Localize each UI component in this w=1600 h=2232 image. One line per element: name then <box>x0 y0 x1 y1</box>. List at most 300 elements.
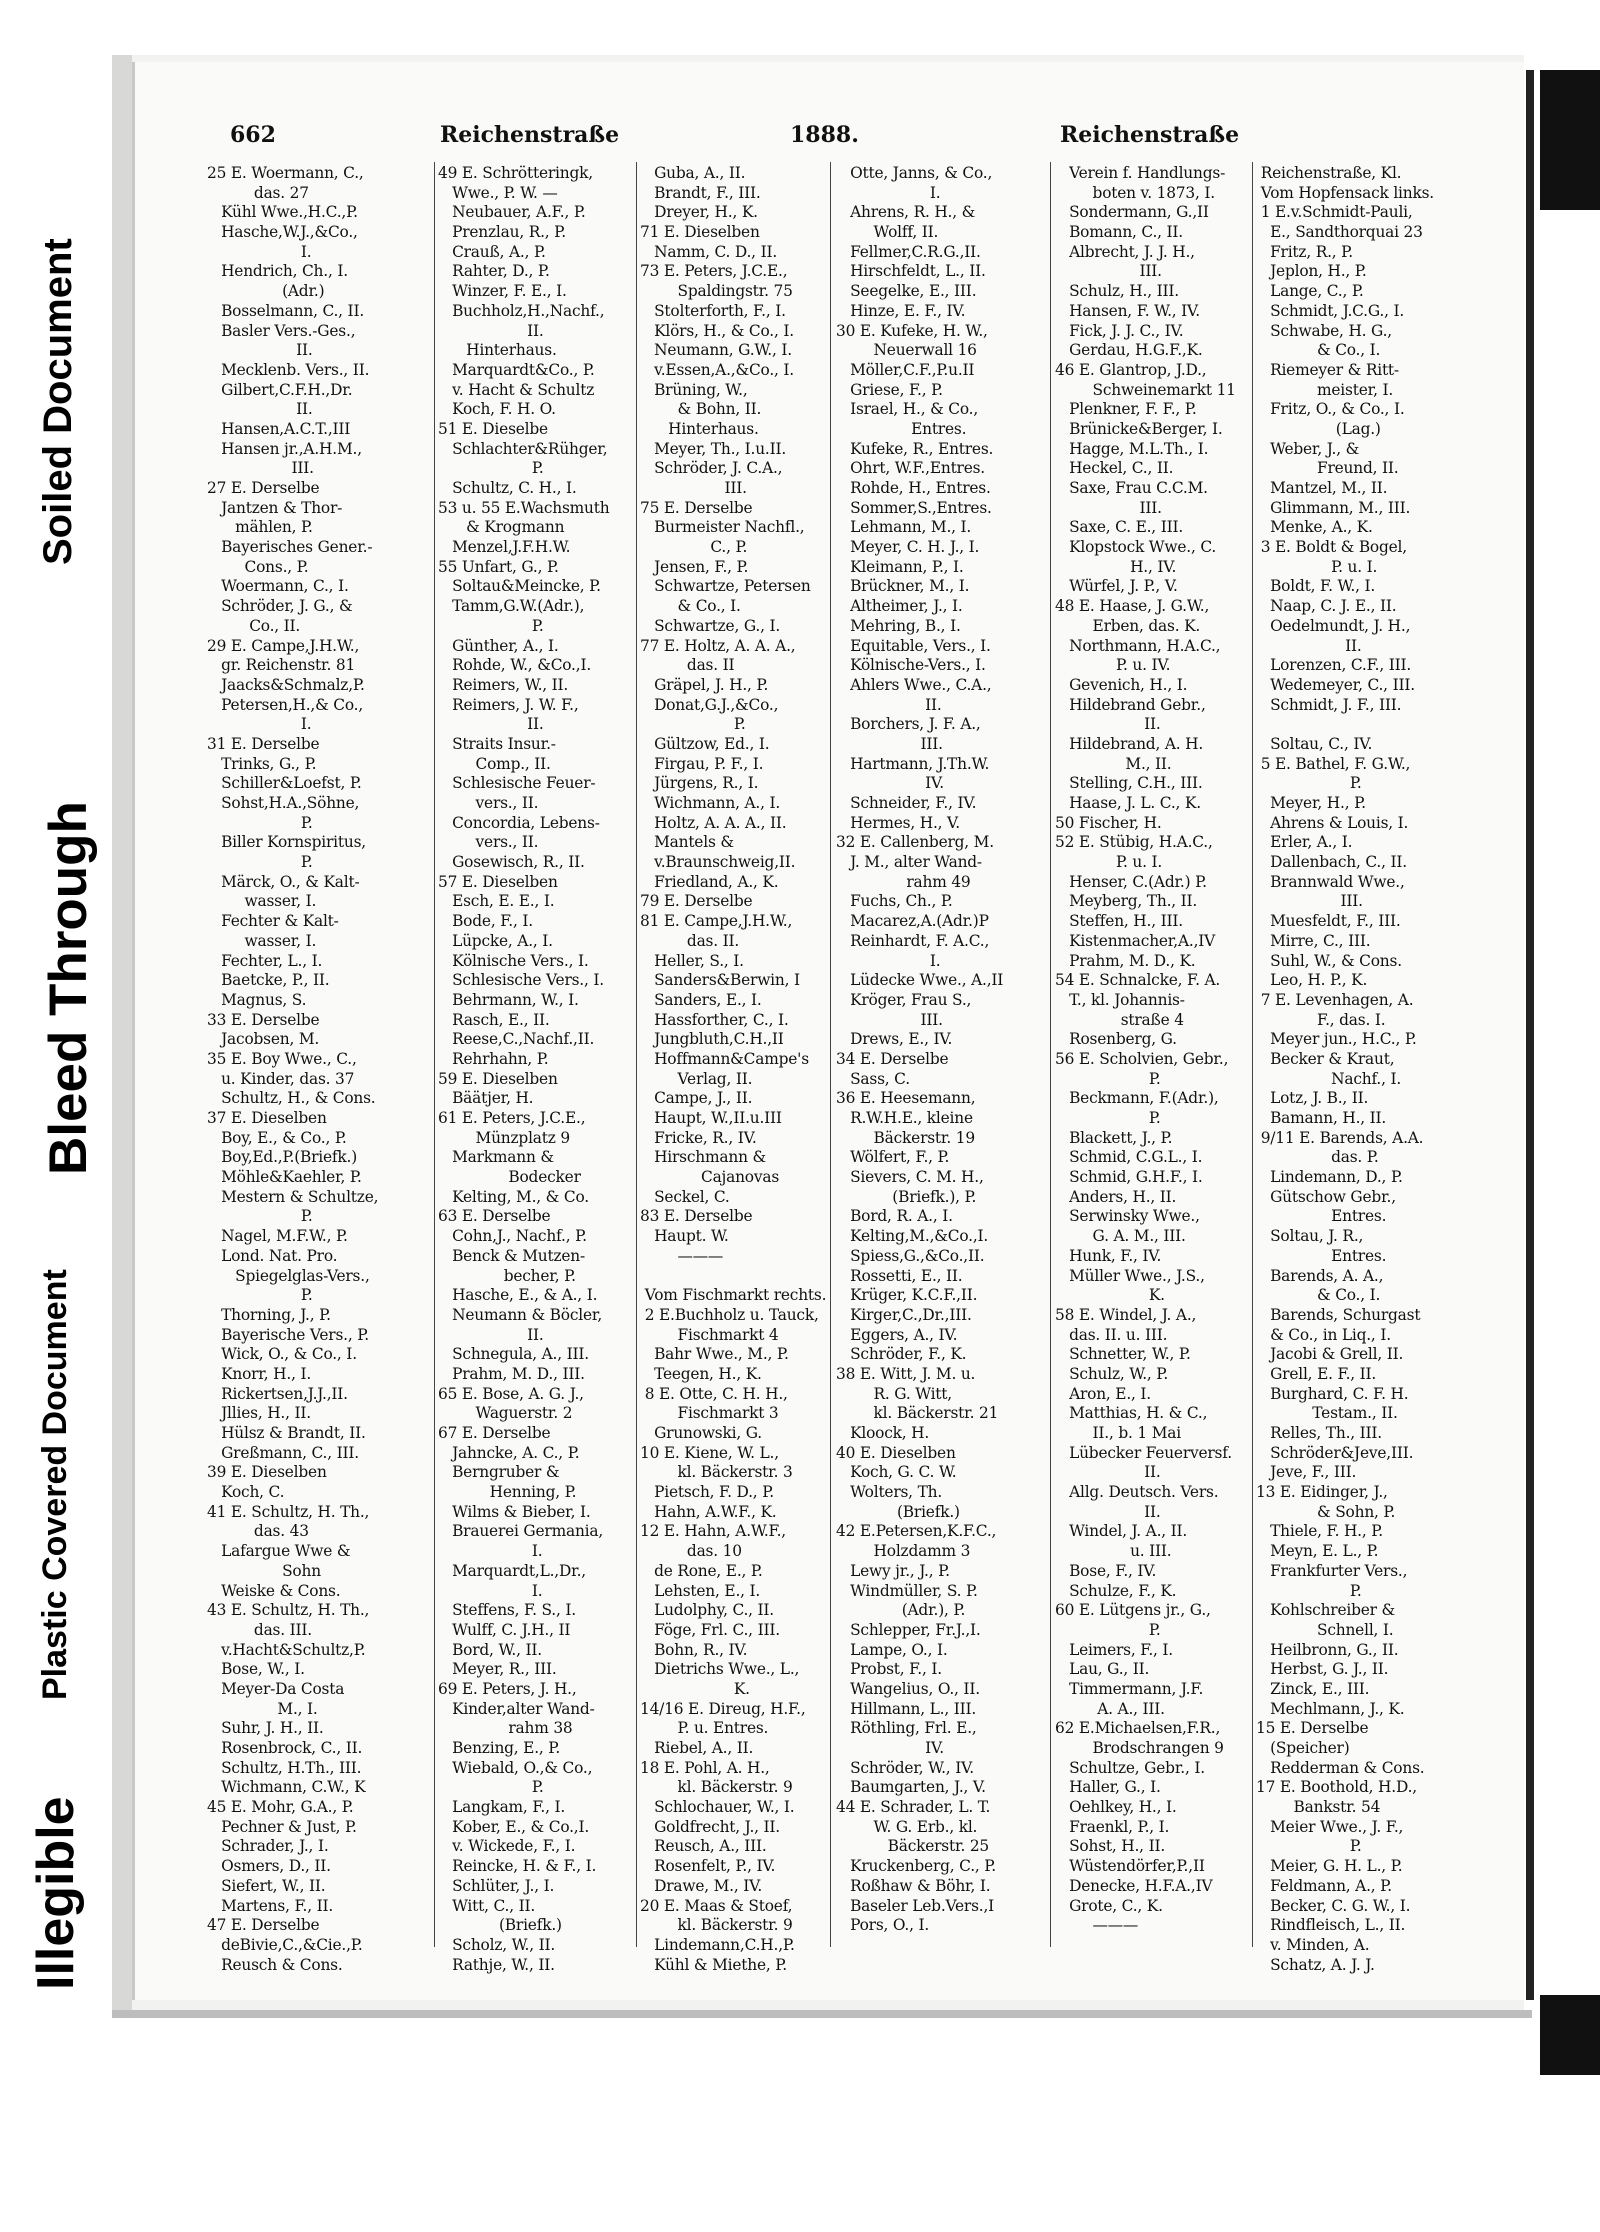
directory-entry: Lübecker Feuerversf. <box>1055 1443 1232 1462</box>
directory-entry: 83 E. Derselbe <box>640 1207 753 1226</box>
directory-entry: III. <box>1055 498 1162 517</box>
directory-entry: Rosenfelt, P., IV. <box>640 1857 776 1876</box>
directory-entry: Rindfleisch, L., II. <box>1256 1916 1406 1935</box>
directory-entry: 54 E. Schnalcke, F. A. <box>1055 971 1221 990</box>
directory-entry: II. <box>438 321 544 340</box>
directory-entry: Reusch & Cons. <box>207 1955 343 1974</box>
directory-entry: Henser, C.(Adr.) P. <box>1055 872 1207 891</box>
left-margin-labels <box>0 0 100 2177</box>
directory-entry: boten v. 1873, I. <box>1055 183 1215 202</box>
directory-entry: Wick, O., & Co., I. <box>207 1345 357 1364</box>
directory-entry: 56 E. Scholvien, Gebr., <box>1055 1049 1229 1068</box>
directory-entry: 33 E. Derselbe <box>207 1010 320 1029</box>
directory-entry: Berngruber & <box>438 1463 560 1482</box>
directory-entry: Hermes, H., V. <box>836 813 960 832</box>
directory-entry: P. <box>1055 1069 1161 1088</box>
directory-entry: Reimers, J. W. F., <box>438 695 579 714</box>
directory-entry: (Briefk.) <box>438 1916 562 1935</box>
column-rule <box>434 162 435 1947</box>
directory-entry: I. <box>207 715 312 734</box>
directory-entry: Holtz, A. A. A., II. <box>640 813 787 832</box>
directory-entry: Klopstock Wwe., C. <box>1055 538 1217 557</box>
directory-entry: Wilms & Bieber, I. <box>438 1502 591 1521</box>
directory-entry: II. <box>1055 715 1161 734</box>
directory-entry: Soltau, J. R., <box>1256 1227 1364 1246</box>
directory-entry: Bayerische Vers., P. <box>207 1325 369 1344</box>
directory-entry: Mantzel, M., II. <box>1256 479 1388 497</box>
directory-entry: Kühl Wwe.,H.C.,P. <box>207 203 358 222</box>
directory-entry: 30 E. Kufeke, H. W., <box>836 321 988 340</box>
directory-entry: Bankstr. 54 <box>1256 1798 1381 1817</box>
directory-entry: Friedland, A., K. <box>640 872 779 891</box>
directory-entry: Lewy jr., J., P. <box>836 1561 950 1580</box>
directory-entry: Schlochauer, W., I. <box>640 1798 795 1817</box>
directory-entry: Bord, W., II. <box>438 1640 542 1659</box>
directory-entry: Hansen jr.,A.H.M., <box>207 439 362 458</box>
directory-entry: Fischmarkt 4 <box>640 1325 779 1344</box>
directory-entry: II. <box>438 715 544 734</box>
directory-entry: Saxe, Frau C.C.M. <box>1055 479 1208 497</box>
directory-entry: P. <box>438 459 544 478</box>
directory-entry: straße 4 <box>1055 1010 1184 1029</box>
directory-entry: Hildebrand, A. H. <box>1055 734 1204 753</box>
directory-entry: das. 43 <box>207 1522 309 1541</box>
directory-entry: C., P. <box>640 538 748 557</box>
directory-entry: 61 E. Peters, J.C.E., <box>438 1109 586 1127</box>
directory-entry: Witt, C., II. <box>438 1896 536 1915</box>
street-heading-left: Reichenstraße <box>440 122 620 148</box>
directory-column-6 <box>1256 164 1496 1975</box>
directory-entry: G. A. M., III. <box>1055 1227 1186 1246</box>
directory-entry: Schulz, W., P. <box>1055 1364 1169 1383</box>
directory-entry: Reusch, A., III. <box>640 1837 767 1856</box>
directory-entry: Lotz, J. B., II. <box>1256 1089 1369 1108</box>
directory-entry: Schmidt, J.C.G., I. <box>1256 301 1405 320</box>
directory-entry: Dreyer, H., K. <box>640 203 758 222</box>
directory-entry: Fuchs, Ch., P. <box>836 892 953 911</box>
dark-corner-top <box>1540 70 1600 210</box>
directory-entry: Hartmann, J.Th.W. <box>836 754 990 773</box>
directory-entry: Hoffmann&Campe's <box>640 1049 809 1068</box>
directory-entry: Jensen, F., P. <box>640 557 749 576</box>
directory-entry: Serwinsky Wwe., <box>1055 1207 1200 1226</box>
directory-entry: Prahm, M. D., K. <box>1055 951 1196 970</box>
directory-entry: Schulze, F., K. <box>1055 1581 1177 1600</box>
directory-entry: (Speicher) <box>1256 1739 1350 1757</box>
directory-entry: Kölnische Vers., I. <box>438 951 589 970</box>
directory-entry: II. <box>1055 1502 1161 1521</box>
directory-entry: 47 E. Derselbe <box>207 1916 320 1935</box>
directory-entry: Denecke, H.F.A.,IV <box>1055 1876 1213 1895</box>
directory-entry: Gültzow, Ed., I. <box>640 734 770 753</box>
directory-entry: Entres. <box>836 419 967 438</box>
directory-entry: J. M., alter Wand- <box>836 853 982 872</box>
directory-entry: 32 E. Callenberg, M. <box>836 833 994 852</box>
bleed-through-label: Bleed Through <box>39 801 98 1175</box>
directory-entry: Neuerwall 16 <box>836 341 977 360</box>
directory-entry: 51 E. Dieselbe <box>438 419 548 438</box>
directory-entry: 73 E. Peters, J.C.E., <box>640 262 788 281</box>
directory-entry: Würfel, J. P., V. <box>1055 577 1178 596</box>
directory-entry: Schröder, F., K. <box>836 1345 967 1364</box>
directory-entry: Heckel, C., II. <box>1055 459 1174 478</box>
directory-entry: P. <box>438 616 544 635</box>
directory-entry: u. Kinder, das. 37 <box>207 1069 355 1088</box>
directory-entry: 59 E. Dieselben <box>438 1069 558 1088</box>
directory-entry: P. <box>438 1778 544 1797</box>
directory-entry <box>1256 715 1496 735</box>
directory-entry: Fritz, O., & Co., I. <box>1256 400 1405 419</box>
directory-entry: Campe, J., II. <box>640 1089 753 1108</box>
directory-entry: 7 E. Levenhagen, A. <box>1256 990 1414 1009</box>
directory-entry: Spiess,G.,&Co.,II. <box>836 1246 985 1265</box>
directory-entry: Meyberg, Th., II. <box>1055 892 1198 911</box>
directory-entry: Ahlers Wwe., C.A., <box>836 675 992 694</box>
directory-entry: Comp., II. <box>438 754 551 773</box>
directory-entry: 41 E. Schultz, H. Th., <box>207 1502 370 1521</box>
directory-entry: IV. <box>836 774 944 793</box>
directory-entry: Naap, C. J. E., II. <box>1256 597 1397 616</box>
directory-entry: Bäckerstr. 25 <box>836 1837 990 1856</box>
directory-entry: 60 E. Lütgens jr., G., <box>1055 1601 1211 1620</box>
directory-entry: Pechner & Just, P. <box>207 1817 357 1836</box>
directory-entry: Wolters, Th. <box>836 1483 943 1502</box>
directory-entry: kl. Bäckerstr. 9 <box>640 1778 793 1797</box>
directory-entry: Baseler Leb.Vers.,I <box>836 1896 995 1915</box>
directory-entry: u. III. <box>1055 1542 1172 1561</box>
directory-entry: 2 E.Buchholz u. Tauck, <box>640 1305 819 1324</box>
directory-entry: Lindemann, D., P. <box>1256 1168 1403 1187</box>
directory-entry: Blackett, J., P. <box>1055 1128 1173 1147</box>
directory-entry: I. <box>438 1542 543 1561</box>
directory-entry: Hillmann, L., III. <box>836 1699 977 1718</box>
directory-entry: Allg. Deutsch. Vers. <box>1055 1483 1219 1502</box>
directory-entry: gr. Reichenstr. 81 <box>207 656 356 675</box>
directory-entry: Mestern & Schultze, <box>207 1187 379 1206</box>
directory-entry: Mecklenb. Vers., II. <box>207 360 370 379</box>
directory-entry: das. 10 <box>640 1542 742 1561</box>
directory-entry: 1 E.v.Schmidt-Pauli, <box>1256 203 1413 222</box>
directory-entry: Hasche,W.J.,&Co., <box>207 223 358 242</box>
directory-entry: Schultz, H.Th., III. <box>207 1758 362 1777</box>
directory-entry: Riebel, A., II. <box>640 1739 754 1757</box>
directory-entry: Rahter, D., P. <box>438 262 550 281</box>
directory-entry: Bosselmann, C., II. <box>207 301 365 320</box>
directory-entry: (Briefk.) <box>836 1502 960 1521</box>
directory-entry: Hagge, M.L.Th., I. <box>1055 439 1209 458</box>
directory-entry: P. <box>1256 1581 1362 1600</box>
directory-entry: Ludolphy, C., II. <box>640 1601 775 1620</box>
street-heading-right: Reichenstraße <box>1060 122 1240 148</box>
directory-entry: Schlesische Vers., I. <box>438 971 604 990</box>
directory-entry: Langkam, F., I. <box>438 1798 566 1817</box>
directory-entry: Steffens, F. S., I. <box>438 1601 576 1620</box>
directory-entry: 45 E. Mohr, G.A., P. <box>207 1798 354 1817</box>
directory-entry: Menke, A., K. <box>1256 518 1373 537</box>
directory-entry: Wangelius, O., II. <box>836 1679 980 1698</box>
directory-entry: Magnus, S. <box>207 990 307 1009</box>
directory-entry: v. Wickede, F., I. <box>438 1837 576 1856</box>
directory-entry: Hunk, F., IV. <box>1055 1246 1162 1265</box>
directory-entry: Israel, H., & Co., <box>836 400 979 419</box>
directory-entry: Müller Wwe., J.S., <box>1055 1266 1205 1285</box>
directory-entry: 37 E. Dieselben <box>207 1109 327 1127</box>
directory-entry: v.Braunschweig,II. <box>640 853 796 872</box>
directory-entry: Barends, A. A., <box>1256 1266 1384 1285</box>
directory-entry: kl. Bäckerstr. 9 <box>640 1916 793 1935</box>
directory-entry: Sanders, E., I. <box>640 990 762 1009</box>
directory-entry: Fechter, L., I. <box>207 951 323 970</box>
directory-entry: Weber, J., & <box>1256 439 1360 458</box>
directory-entry: 8 E. Otte, C. H. H., <box>640 1384 788 1403</box>
directory-entry: Macarez,A.(Adr.)P <box>836 912 989 931</box>
directory-entry: Seegelke, E., III. <box>836 282 977 301</box>
directory-entry: III. <box>836 734 943 753</box>
directory-entry: II. <box>1055 1463 1161 1482</box>
directory-entry: Neumann, G.W., I. <box>640 341 792 360</box>
directory-entry <box>640 1267 855 1287</box>
directory-entry: Kober, E., & Co.,I. <box>438 1817 590 1836</box>
directory-entry: II. <box>836 695 942 714</box>
directory-entry: & Co., I. <box>640 597 741 616</box>
directory-entry: Leo, H. P., K. <box>1256 971 1368 990</box>
directory-entry: Entres. <box>1256 1246 1387 1265</box>
directory-entry: Lafargue Wwe & <box>207 1542 351 1561</box>
directory-entry: Gräpel, J. H., P. <box>640 675 769 694</box>
directory-entry: Spaldingstr. 75 <box>640 282 793 301</box>
directory-entry: Boy, E., & Co., P. <box>207 1128 347 1147</box>
directory-entry: 5 E. Bathel, F. G.W., <box>1256 754 1411 773</box>
directory-entry: 15 E. Derselbe <box>1256 1719 1369 1738</box>
page-number: 662 <box>230 122 276 148</box>
page-header <box>230 122 1520 160</box>
directory-entry: v.Hacht&Schultz,P. <box>207 1640 366 1659</box>
illegible-label: Illegible <box>27 1796 85 1990</box>
directory-entry: W. G. Erb., kl. <box>836 1817 978 1836</box>
directory-entry: Muesfeldt, F., III. <box>1256 912 1401 931</box>
directory-entry: Kirger,C.,Dr.,III. <box>836 1305 972 1324</box>
directory-entry: Saxe, C. E., III. <box>1055 518 1184 537</box>
directory-entry: Schröder, J. G., & <box>207 597 353 616</box>
directory-entry: Equitable, Vers., I. <box>836 636 991 655</box>
directory-entry: becher, P. <box>438 1266 576 1285</box>
directory-entry: 27 E. Derselbe <box>207 479 320 497</box>
directory-entry: Neubauer, A.F., P. <box>438 203 586 222</box>
dark-corner-bottom <box>1540 1995 1600 2075</box>
directory-entry: Co., II. <box>207 616 301 635</box>
directory-entry: Brünicke&Berger, I. <box>1055 419 1223 438</box>
directory-entry: Ohrt, W.F.,Entres. <box>836 459 986 478</box>
directory-entry: Schröder&Jeve,III. <box>1256 1443 1414 1462</box>
directory-entry: Osmers, D., II. <box>207 1857 331 1876</box>
directory-entry: Burghard, C. F. H. <box>1256 1384 1409 1403</box>
directory-entry: Rohde, W., &Co.,I. <box>438 656 592 675</box>
directory-entry: Koch, C. <box>207 1483 285 1502</box>
directory-entry: 35 E. Boy Wwe., C., <box>207 1049 357 1068</box>
directory-entry: Hendrich, Ch., I. <box>207 262 348 281</box>
directory-entry: Reimers, W., II. <box>438 675 569 694</box>
directory-entry: Boy,Ed.,P.(Briefk.) <box>207 1148 358 1167</box>
directory-entry: Lehsten, E., I. <box>640 1581 761 1600</box>
directory-entry: Schröder, W., IV. <box>836 1758 974 1777</box>
year-heading: 1888. <box>790 122 859 148</box>
directory-entry: Hahn, A.W.F., K. <box>640 1502 777 1521</box>
directory-entry: Rosenbrock, C., II. <box>207 1739 363 1757</box>
directory-entry: Sommer,S.,Entres. <box>836 498 992 517</box>
directory-entry: III. <box>207 459 314 478</box>
directory-entry: Namm, C. D., II. <box>640 242 778 261</box>
directory-entry: Kleimann, P., I. <box>836 557 964 576</box>
directory-entry: Kufeke, R., Entres. <box>836 439 994 458</box>
directory-entry: Heller, S., I. <box>640 951 744 970</box>
directory-entry: Becker, C. G. W., I. <box>1256 1896 1411 1915</box>
directory-entry: Verein f. Handlungs- <box>1055 164 1226 182</box>
directory-entry: Lampe, O., I. <box>836 1640 948 1659</box>
directory-entry: Lüdecke Wwe., A.,II <box>836 971 1004 990</box>
directory-entry: Marquardt&Co., P. <box>438 360 595 379</box>
directory-entry: Schneider, F., IV. <box>836 794 977 812</box>
directory-entry: Kistenmacher,A.,IV <box>1055 931 1216 950</box>
directory-entry: M., I. <box>207 1699 318 1718</box>
directory-entry: Relles, Th., III. <box>1256 1424 1382 1442</box>
directory-entry: Stelling, C.H., III. <box>1055 774 1203 793</box>
directory-entry: Bord, R. A., I. <box>836 1207 953 1226</box>
directory-entry: Jahncke, A. C., P. <box>438 1443 580 1462</box>
directory-entry: Fick, J. J. C., IV. <box>1055 321 1184 340</box>
directory-entry: Wolff, II. <box>836 223 939 242</box>
directory-entry: Rathje, W., II. <box>438 1955 555 1974</box>
directory-entry: Firgau, P. F., I. <box>640 754 764 773</box>
directory-column-3 <box>640 164 855 1975</box>
directory-entry: Schmidt, J. F., III. <box>1256 695 1402 714</box>
directory-entry: Becker & Kraut, <box>1256 1049 1395 1068</box>
directory-entry: & Co., I. <box>1256 1286 1381 1305</box>
directory-entry: 71 E. Dieselben <box>640 223 760 242</box>
directory-entry: Fischmarkt 3 <box>640 1404 779 1423</box>
directory-entry: & Co., I. <box>1256 341 1381 360</box>
directory-entry: 20 E. Maas & Stoef, <box>640 1896 793 1915</box>
directory-entry: III. <box>1055 262 1162 281</box>
directory-entry: P. u. I. <box>1055 853 1163 872</box>
directory-entry: Vom Hopfensack links. <box>1256 183 1434 202</box>
directory-entry: meister, I. <box>1256 380 1394 399</box>
directory-entry: Baetcke, P., II. <box>207 971 330 990</box>
directory-entry: Mantels & <box>640 833 734 852</box>
directory-entry: Meyer, Th., I.u.II. <box>640 439 787 458</box>
directory-entry: Sanders&Berwin, I <box>640 971 800 990</box>
directory-entry: Basler Vers.-Ges., <box>207 321 356 340</box>
directory-entry: ——— <box>640 1246 724 1265</box>
directory-entry: Feldmann, A., P. <box>1256 1876 1392 1895</box>
directory-entry: Bomann, C., II. <box>1055 223 1183 242</box>
directory-entry: das. P. <box>1256 1148 1379 1167</box>
directory-entry: Freund, II. <box>1256 459 1399 478</box>
directory-entry: Sohn <box>207 1561 321 1580</box>
directory-entry: Grunowski, G. <box>640 1424 762 1442</box>
directory-entry: Bode, F., I. <box>438 912 533 931</box>
directory-entry: M., II. <box>1055 754 1172 773</box>
directory-entry: Sondermann, G.,II <box>1055 203 1209 222</box>
directory-entry: Grell, E. F., II. <box>1256 1364 1377 1383</box>
directory-entry: 67 E. Derselbe <box>438 1424 551 1442</box>
directory-entry: Baumgarten, J., V. <box>836 1778 986 1797</box>
directory-entry: Schnegula, A., III. <box>438 1345 589 1364</box>
directory-entry: 52 E. Stübig, H.A.C., <box>1055 833 1213 852</box>
directory-column-5 <box>1055 164 1265 1936</box>
directory-entry: Lange, C., P. <box>1256 282 1364 301</box>
directory-entry: Martens, F., II. <box>207 1896 334 1915</box>
directory-entry: Holzdamm 3 <box>836 1542 971 1561</box>
directory-entry: Cohn,J., Nachf., P. <box>438 1227 587 1246</box>
directory-entry: Jungbluth,C.H.,II <box>640 1030 784 1049</box>
directory-entry: Haupt. W. <box>640 1227 729 1246</box>
directory-entry: Prahm, M. D., III. <box>438 1364 585 1383</box>
directory-entry: Schwartze, Petersen <box>640 577 811 596</box>
directory-entry: Bohn, R., IV. <box>640 1640 748 1659</box>
directory-entry: Kelting, M., & Co. <box>438 1187 589 1206</box>
directory-entry: (Adr.), P. <box>836 1601 966 1620</box>
directory-entry: Bäckerstr. 19 <box>836 1128 975 1147</box>
directory-entry: 39 E. Dieselben <box>207 1463 327 1482</box>
directory-entry: Schröder, J. C.A., <box>640 459 783 478</box>
directory-entry: R. G. Witt, <box>836 1384 952 1403</box>
directory-entry: Schlachter&Rühger, <box>438 439 608 458</box>
directory-entry: Schatz, A. J. J. <box>1256 1955 1375 1974</box>
directory-entry: Klörs, H., & Co., I. <box>640 321 794 340</box>
directory-entry: A. A., III. <box>1055 1699 1165 1718</box>
directory-entry: Wiebald, O.,& Co., <box>438 1758 593 1777</box>
directory-entry: 43 E. Schultz, H. Th., <box>207 1601 370 1620</box>
directory-entry: v. Minden, A. <box>1256 1935 1370 1954</box>
directory-entry: Bäätjer, H. <box>438 1089 534 1108</box>
directory-entry: Knorr, H., I. <box>207 1364 312 1383</box>
directory-entry: Wüstendörfer,P.,II <box>1055 1857 1205 1876</box>
directory-entry: P. <box>207 1207 313 1226</box>
directory-entry: Ahrens & Louis, I. <box>1256 813 1409 832</box>
directory-entry: wasser, I. <box>207 892 317 911</box>
directory-entry: 63 E. Derselbe <box>438 1207 551 1226</box>
directory-entry: Haupt, W.,II.u.III <box>640 1109 782 1127</box>
directory-entry: III. <box>836 1010 943 1029</box>
directory-entry: Schlüter, J., I. <box>438 1876 555 1895</box>
directory-entry: wasser, I. <box>207 931 317 950</box>
directory-entry: Möhle&Kaehler, P. <box>207 1168 362 1187</box>
directory-entry: Jantzen & Thor- <box>207 498 343 517</box>
directory-entry: Hinterhaus. <box>640 419 759 438</box>
directory-entry: Tamm,G.W.(Adr.), <box>438 597 585 616</box>
directory-entry: Borchers, J. F. A., <box>836 715 981 734</box>
directory-entry: Jeve, F., III. <box>1256 1463 1357 1482</box>
directory-entry: das. II. u. III. <box>1055 1325 1168 1344</box>
directory-entry: Koch, G. C. W. <box>836 1463 957 1482</box>
directory-entry: Timmermann, J.F. <box>1055 1679 1204 1698</box>
directory-entry: I. <box>836 951 941 970</box>
directory-entry: Behrmann, W., I. <box>438 990 579 1009</box>
directory-entry: Heilbronn, G., II. <box>1256 1640 1399 1659</box>
directory-entry: Entres. <box>1256 1207 1387 1226</box>
directory-entry: 18 E. Pohl, A. H., <box>640 1758 770 1777</box>
directory-entry: Schultz, H., & Cons. <box>207 1089 376 1108</box>
directory-entry: I. <box>836 183 941 202</box>
directory-entry: Hasche, E., & A., I. <box>438 1286 598 1305</box>
directory-entry: Brannwald Wwe., <box>1256 872 1405 891</box>
directory-entry: Kohlschreiber & <box>1256 1601 1395 1620</box>
directory-entry: Fellmer,C.R.G.,II. <box>836 242 981 261</box>
directory-entry: Jeplon, H., P. <box>1256 262 1367 281</box>
directory-entry: Erler, A., I. <box>1256 833 1353 852</box>
directory-entry: P. u. Entres. <box>640 1719 769 1738</box>
directory-entry: Rickertsen,J.J.,II. <box>207 1384 348 1403</box>
